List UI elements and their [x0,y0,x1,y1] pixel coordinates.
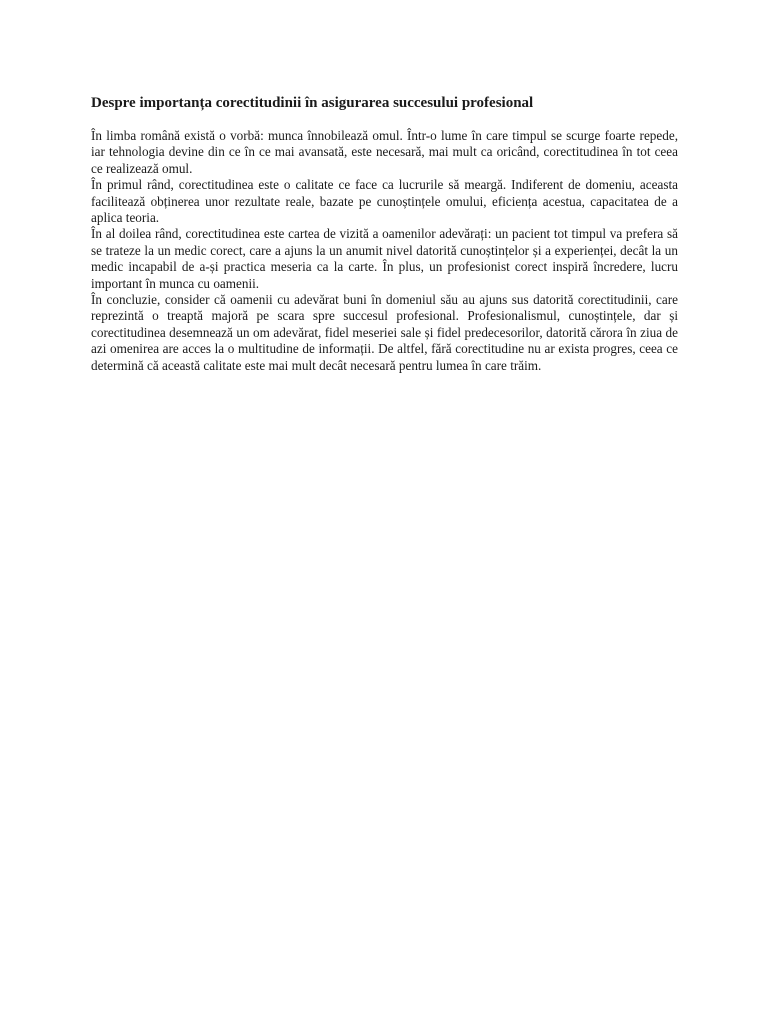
paragraph-intro: În limba română există o vorbă: munca înnobilează omul. Într-o lume în care timpul se scurge foarte repede, iar tehnologia devine din ce în ce mai avansată, este necesară, mai mult ca oricând, corectitudinea în tot ceea ce realizează omul. [91,128,678,176]
paragraph-first-argument: În primul rând, corectitudinea este o calitate ce face ca lucrurile să meargă. Indiferent de domeniu, aceasta facilitează obținerea unor rezultate reale, bazate pe cunoștințele omului, eficiența acestua, capacitatea de a aplica teoria. [91,177,678,226]
document-title: Despre importanța corectitudinii în asigurarea succesului profesional [91,95,534,111]
document-page [91,93,678,374]
paragraph-conclusion: În concluzie, consider că oamenii cu adevărat buni în domeniul său au ajuns sus datorită corectitudinii, care reprezintă o treaptă majoră pe scara spre succesul profesional. Profesionalismul, cunoștințele, dar și corectitudinea desemnează un om adevărat, fidel meseriei sale și fidel predecesorilor, datorită cărora în ziua de azi omenirea are acces la o multitudine de informații. De altfel, fără corectitudine nu ar exista progres, ceea ce determină că această calitate este mai mult decât necesară pentru lumea în care trăim. [91,292,678,373]
paragraph-second-argument: În al doilea rând, corectitudinea este cartea de vizită a oamenilor adevărați: un pacient tot timpul va prefera să se trateze la un medic corect, care a ajuns la un anumit nivel datorită cunoștințelor și a experienței, decât la un medic incapabil de a-și practica meseria ca la carte. În plus, un profesionist corect inspiră încredere, lucru important în munca cu oamenii. [91,226,678,291]
